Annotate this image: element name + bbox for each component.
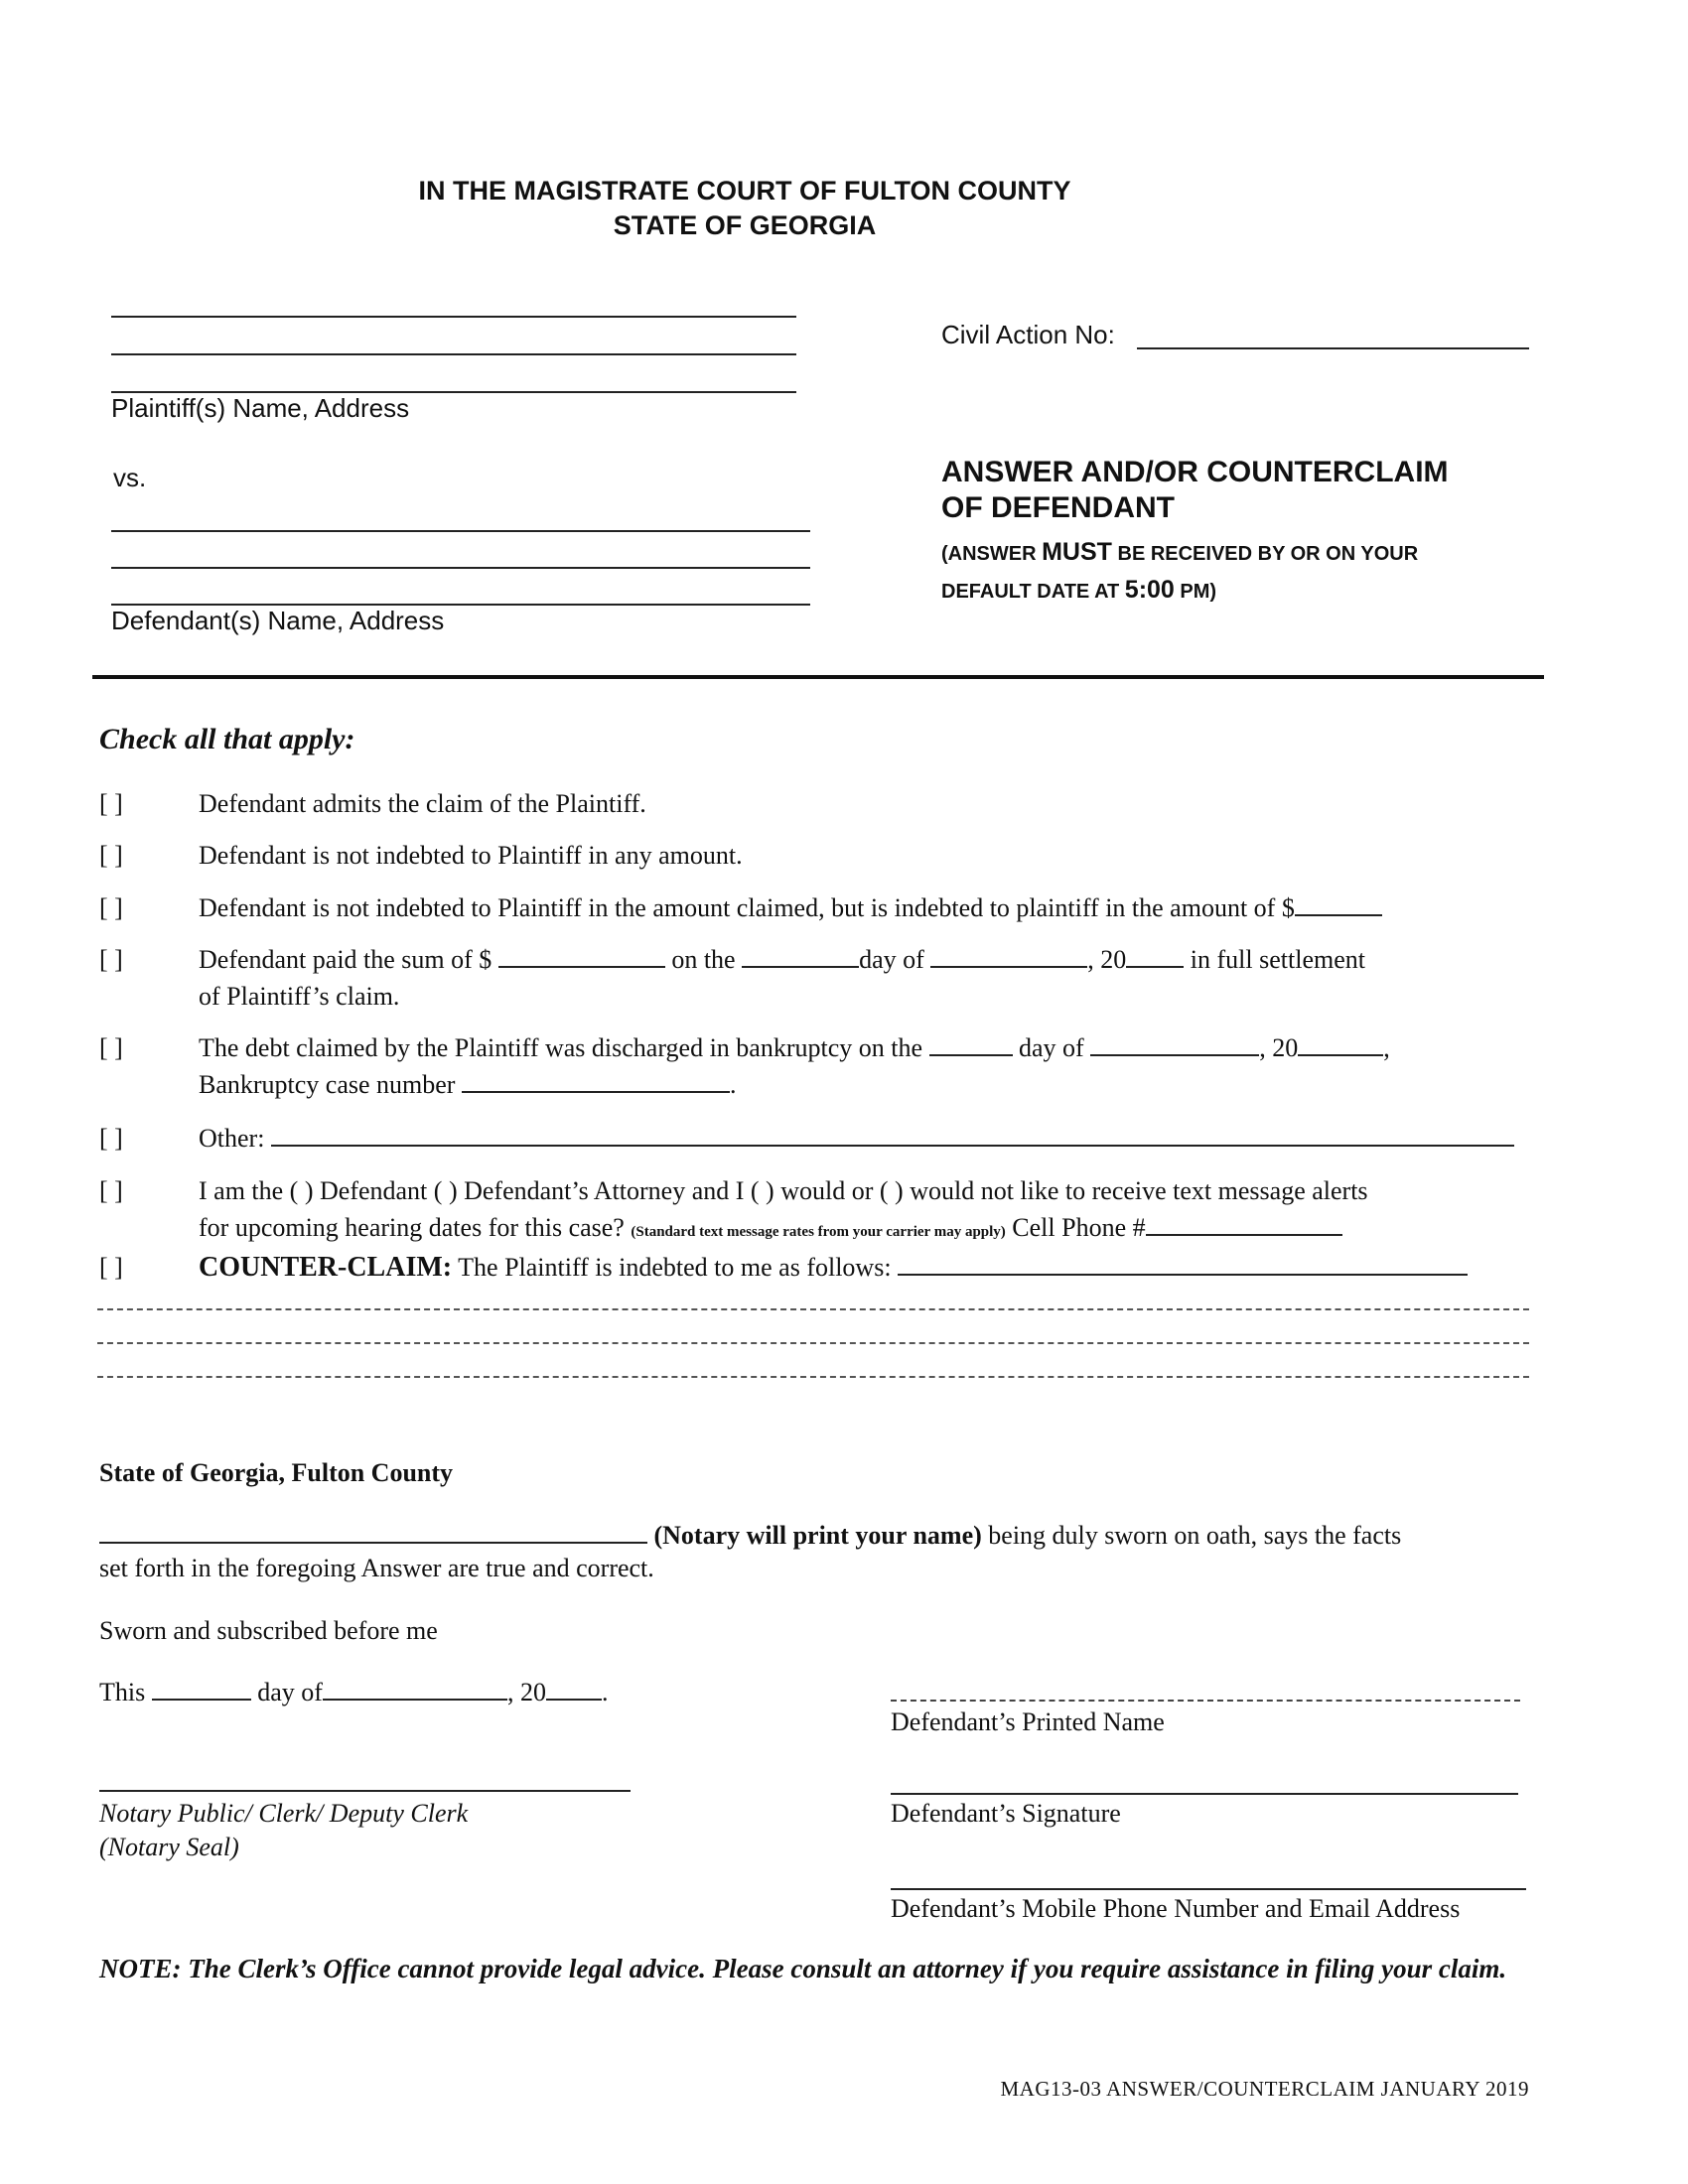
check-item-content <box>199 941 1529 1015</box>
civil-action-field[interactable] <box>1137 347 1529 349</box>
counterclaim-line-1[interactable] <box>97 1308 1529 1310</box>
text-rates-note: (Standard text message rates from your carrier may apply) <box>631 1224 1006 1240</box>
checkbox-7[interactable]: [ ] <box>99 1176 123 1205</box>
note-must: MUST <box>1042 538 1112 566</box>
check-item-7 <box>99 1172 1529 1252</box>
subscribed-text: Sworn and subscribed before me <box>99 1616 438 1645</box>
paid-day-field[interactable] <box>742 944 859 968</box>
check-item-text: Defendant admits the claim of the Plaintiff. <box>199 789 646 818</box>
notary-date-line <box>99 1676 608 1709</box>
plaintiff-line-1[interactable] <box>111 316 796 318</box>
notary-year-field[interactable] <box>546 1677 602 1701</box>
check-item-text: Defendant is not indebted to Plaintiff in the amount claimed, but is indebted to plaintiff in the amount of $ <box>199 893 1295 922</box>
amount-field[interactable] <box>1295 892 1382 916</box>
vs-label: vs. <box>113 463 147 492</box>
defendant-line-1[interactable] <box>111 530 810 532</box>
notary-label: Notary Public/ Clerk/ Deputy Clerk <box>99 1799 469 1828</box>
section-divider <box>92 675 1544 679</box>
notary-print-name-field[interactable] <box>99 1520 647 1544</box>
contact-line[interactable] <box>891 1888 1526 1890</box>
checkbox-8[interactable]: [ ] <box>99 1253 123 1282</box>
checkbox-3[interactable]: [ ] <box>99 893 123 922</box>
notary-print-name-label: (Notary will print your name) <box>653 1521 982 1550</box>
legal-advice-note: NOTE: The Clerk’s Office cannot provide legal advice. Please consult an attorney if you require assistance in filing your claim. <box>99 1954 1507 1983</box>
contact-label: Defendant’s Mobile Phone Number and Email Address <box>891 1894 1461 1923</box>
year-prefix: , 20 <box>506 1678 546 1706</box>
notary-signature-line[interactable] <box>99 1790 631 1792</box>
check-item-text: Defendant is not indebted to Plaintiff in any amount. <box>199 841 743 870</box>
note-time: 5:00 <box>1124 576 1175 604</box>
discharge-day-field[interactable] <box>929 1032 1013 1056</box>
counterclaim-label: COUNTER-CLAIM: <box>199 1252 453 1283</box>
paid-month-field[interactable] <box>930 944 1087 968</box>
printed-name-label: Defendant’s Printed Name <box>891 1707 1165 1736</box>
check-item-content <box>199 1249 1529 1286</box>
plaintiff-label: Plaintiff(s) Name, Address <box>111 393 410 423</box>
check-item-4 <box>99 941 1529 1021</box>
checkbox-2[interactable]: [ ] <box>99 841 123 870</box>
check-heading: Check all that apply: <box>99 723 355 755</box>
item7-text-a: I am the ( ) Defendant ( ) Defendant’s Attorney and I ( ) would or ( ) would not like to receive text message alerts <box>199 1176 1368 1205</box>
check-item-content <box>199 1029 1529 1103</box>
defendant-line-2[interactable] <box>111 567 810 569</box>
checkbox-5[interactable]: [ ] <box>99 1033 123 1062</box>
counterclaim-text: The Plaintiff is indebted to me as follows: <box>458 1253 892 1282</box>
checkbox-6[interactable]: [ ] <box>99 1124 123 1153</box>
item5-text-f: . <box>729 1070 737 1099</box>
checkbox-1[interactable]: [ ] <box>99 789 123 818</box>
answer-deadline-note <box>941 534 1418 610</box>
check-item-content <box>199 1120 1529 1157</box>
note-part3: DEFAULT DATE AT <box>941 581 1125 603</box>
court-state: STATE OF GEORGIA <box>613 210 877 240</box>
item7-text-b: for upcoming hearing dates for this case? <box>199 1213 625 1242</box>
sworn-statement <box>99 1519 1534 1553</box>
item5-text-b: day of <box>1019 1033 1084 1062</box>
discharge-month-field[interactable] <box>1090 1032 1259 1056</box>
defendant-label: Defendant(s) Name, Address <box>111 606 445 635</box>
sworn-text-2: set forth in the foregoing Answer are true and correct. <box>99 1554 654 1582</box>
bankruptcy-case-field[interactable] <box>462 1069 730 1093</box>
this-label: This <box>99 1678 146 1706</box>
other-field[interactable] <box>271 1123 1514 1147</box>
paid-year-field[interactable] <box>1126 944 1184 968</box>
item4-text-c: day of <box>859 945 924 974</box>
note-part2: BE RECEIVED BY OR ON YOUR <box>1111 543 1419 565</box>
plaintiff-line-2[interactable] <box>111 353 796 355</box>
counterclaim-field[interactable] <box>898 1252 1468 1276</box>
item4-text-b: on the <box>671 945 736 974</box>
period: . <box>601 1678 609 1706</box>
signature-label: Defendant’s Signature <box>891 1799 1121 1828</box>
paid-sum-field[interactable] <box>498 944 665 968</box>
item7-text-c: Cell Phone # <box>1012 1213 1146 1242</box>
civil-action-label: Civil Action No: <box>941 320 1115 349</box>
answer-title-line1: ANSWER AND/OR COUNTERCLAIM <box>941 456 1449 488</box>
item4-text-d: , 20 <box>1087 945 1127 974</box>
cell-phone-field[interactable] <box>1146 1212 1342 1236</box>
item5-text-e: Bankruptcy case number <box>199 1070 456 1099</box>
item4-text-e: in full settlement <box>1190 945 1365 974</box>
item5-text-d: , <box>1383 1033 1390 1062</box>
discharge-year-field[interactable] <box>1298 1032 1383 1056</box>
notary-day-field[interactable] <box>152 1677 251 1701</box>
answer-title-line2: OF DEFENDANT <box>941 491 1175 524</box>
answer-title <box>941 455 1449 526</box>
signature-line[interactable] <box>891 1793 1518 1795</box>
item4-text-a: Defendant paid the sum of $ <box>199 945 492 974</box>
printed-name-line[interactable] <box>891 1700 1520 1702</box>
form-code: MAG13-03 ANSWER/COUNTERCLAIM JANUARY 2019 <box>1000 2077 1529 2101</box>
court-name: IN THE MAGISTRATE COURT OF FULTON COUNTY <box>418 176 1071 205</box>
note-part1: (ANSWER <box>941 543 1043 565</box>
court-header <box>0 174 1489 243</box>
note-part4: PM) <box>1174 581 1217 603</box>
sworn-text: being duly sworn on oath, says the facts <box>988 1521 1402 1550</box>
item5-text-c: , 20 <box>1259 1033 1299 1062</box>
counterclaim-line-3[interactable] <box>97 1376 1529 1378</box>
item5-text-a: The debt claimed by the Plaintiff was discharged in bankruptcy on the <box>199 1033 923 1062</box>
check-item-5 <box>99 1029 1529 1109</box>
notary-heading: State of Georgia, Fulton County <box>99 1458 454 1487</box>
notary-month-field[interactable] <box>323 1677 507 1701</box>
day-of-label: day of <box>257 1678 323 1706</box>
checkbox-4[interactable]: [ ] <box>99 945 123 974</box>
item4-text-f: of Plaintiff’s claim. <box>199 982 400 1011</box>
notary-seal-label: (Notary Seal) <box>99 1833 239 1861</box>
counterclaim-line-2[interactable] <box>97 1342 1529 1344</box>
item6-text: Other: <box>199 1124 265 1153</box>
check-item-content <box>199 889 1529 926</box>
check-item-content <box>199 1172 1529 1251</box>
